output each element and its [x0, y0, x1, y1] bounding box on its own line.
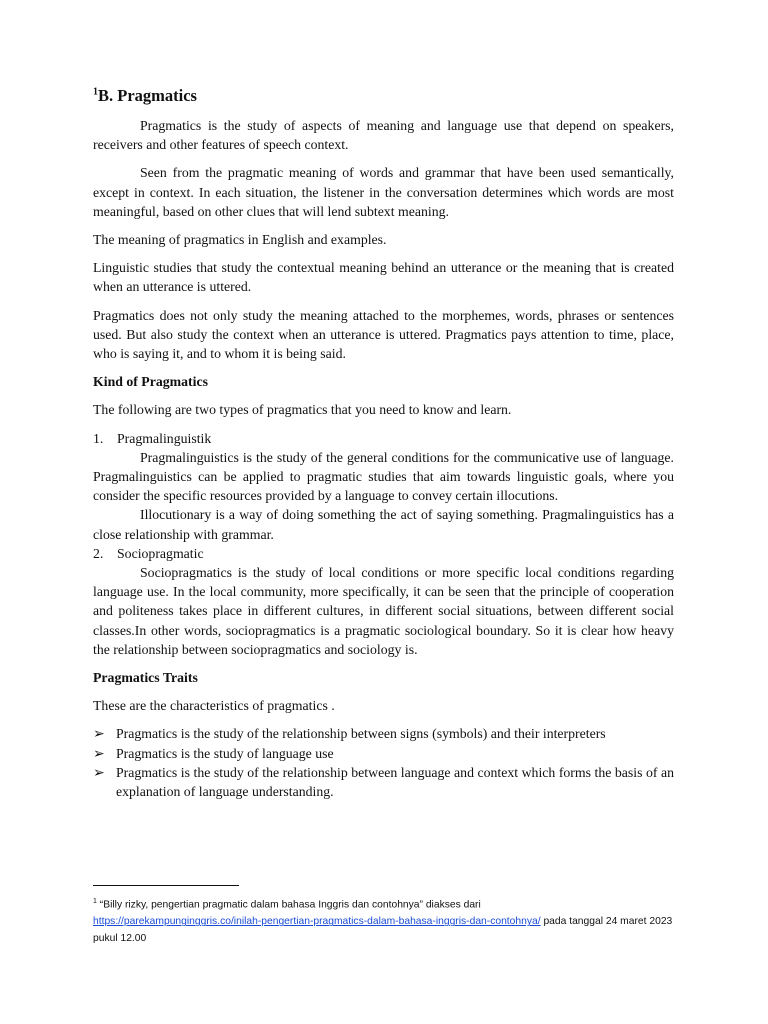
traits-heading: Pragmatics Traits [93, 670, 198, 686]
kind-item-label: Sociopragmatic [117, 545, 204, 561]
document-body [93, 86, 674, 801]
traits-list [93, 724, 674, 801]
footnote-text: “Billy rizky, pengertian pragmatic dalam bahasa Inggris dan contohnya” diakses dari [99, 899, 481, 911]
list-item: ➢ Pragmatics is the study of language use [93, 744, 674, 763]
footnote-link[interactable]: https://parekampunginggris.co/inilah-pengertian-pragmatics-dalam-bahasa-inggris-dan-contohnya/ [93, 916, 541, 928]
footnote-ref-marker[interactable]: 1 [93, 86, 98, 98]
section-title: B. Pragmatics [98, 86, 197, 105]
kinds-intro: The following are two types of pragmatics that you need to know and learn. [93, 402, 512, 418]
kind-item-number: 1. [93, 430, 104, 446]
kinds-heading: Kind of Pragmatics [93, 374, 208, 390]
footnote-marker: 1 [93, 898, 97, 905]
kind-item-1 [93, 429, 674, 448]
kind-item-1-paragraph-2: Illocutionary is a way of doing something the act of saying something. Pragmalinguistics has a close relationship with grammar. [93, 507, 674, 542]
intro-paragraph-2: Seen from the pragmatic meaning of words and grammar that have been used semantically, except in context. In each situation, the listener in the conversation determines which words are most meaningful, based on other clues that will lend subtext meaning. [93, 165, 674, 219]
arrow-bullet-icon: ➢ [93, 726, 105, 742]
intro-paragraph-5: Pragmatics does not only study the meaning attached to the morphemes, words, phrases or sentences used. But also study the context when an utterance is uttered. Pragmatics pays attention to time, place, who is saying it, and to whom it is being said. [93, 307, 674, 362]
traits-intro: These are the characteristics of pragmatics . [93, 698, 335, 714]
arrow-bullet-icon: ➢ [93, 764, 105, 780]
footnote-date-text: pada tanggal 24 maret 2023 pukul 12.00 [93, 916, 673, 945]
kind-item-number: 2. [93, 545, 104, 561]
list-item: ➢ Pragmatics is the study of the relationship between signs (symbols) and their interpreters [93, 724, 674, 743]
footnote-separator [93, 885, 239, 886]
kinds-list [93, 429, 674, 659]
footnote [93, 893, 683, 947]
kind-item-2-paragraph-1: Sociopragmatics is the study of local conditions or more specific local conditions regarding language use. In the local community, more specifically, it can be seen that the principle of cooperation and politeness takes place in different cultures, in different social situations, between different social classes.In other words, sociopragmatics is a pragmatic sociological boundary. So it is clear how heavy the relationship between sociopragmatics and sociology is. [93, 565, 674, 657]
intro-paragraph-4: Linguistic studies that study the contextual meaning behind an utterance or the meaning that is created when an utterance is uttered. [93, 260, 674, 295]
kind-item-2 [93, 544, 674, 563]
kind-item-1-paragraph-1: Pragmalinguistics is the study of the general conditions for the communicative use of language. Pragmalinguistics can be applied to pragmatic studies that aim towards linguistic goals, where you consider the specific resources provided by a language to convey certain illocutions. [93, 449, 674, 504]
intro-paragraph-1: Pragmatics is the study of aspects of meaning and language use that depend on speakers, receivers and other features of speech context. [93, 118, 674, 153]
arrow-bullet-icon: ➢ [93, 745, 105, 761]
intro-paragraph-3: The meaning of pragmatics in English and examples. [93, 232, 387, 248]
list-item: ➢ Pragmatics is the study of the relationship between language and context which forms the basis of an explanation of language understanding. [93, 764, 674, 800]
kind-item-label: Pragmalinguistik [117, 430, 212, 446]
section-heading [93, 86, 674, 106]
